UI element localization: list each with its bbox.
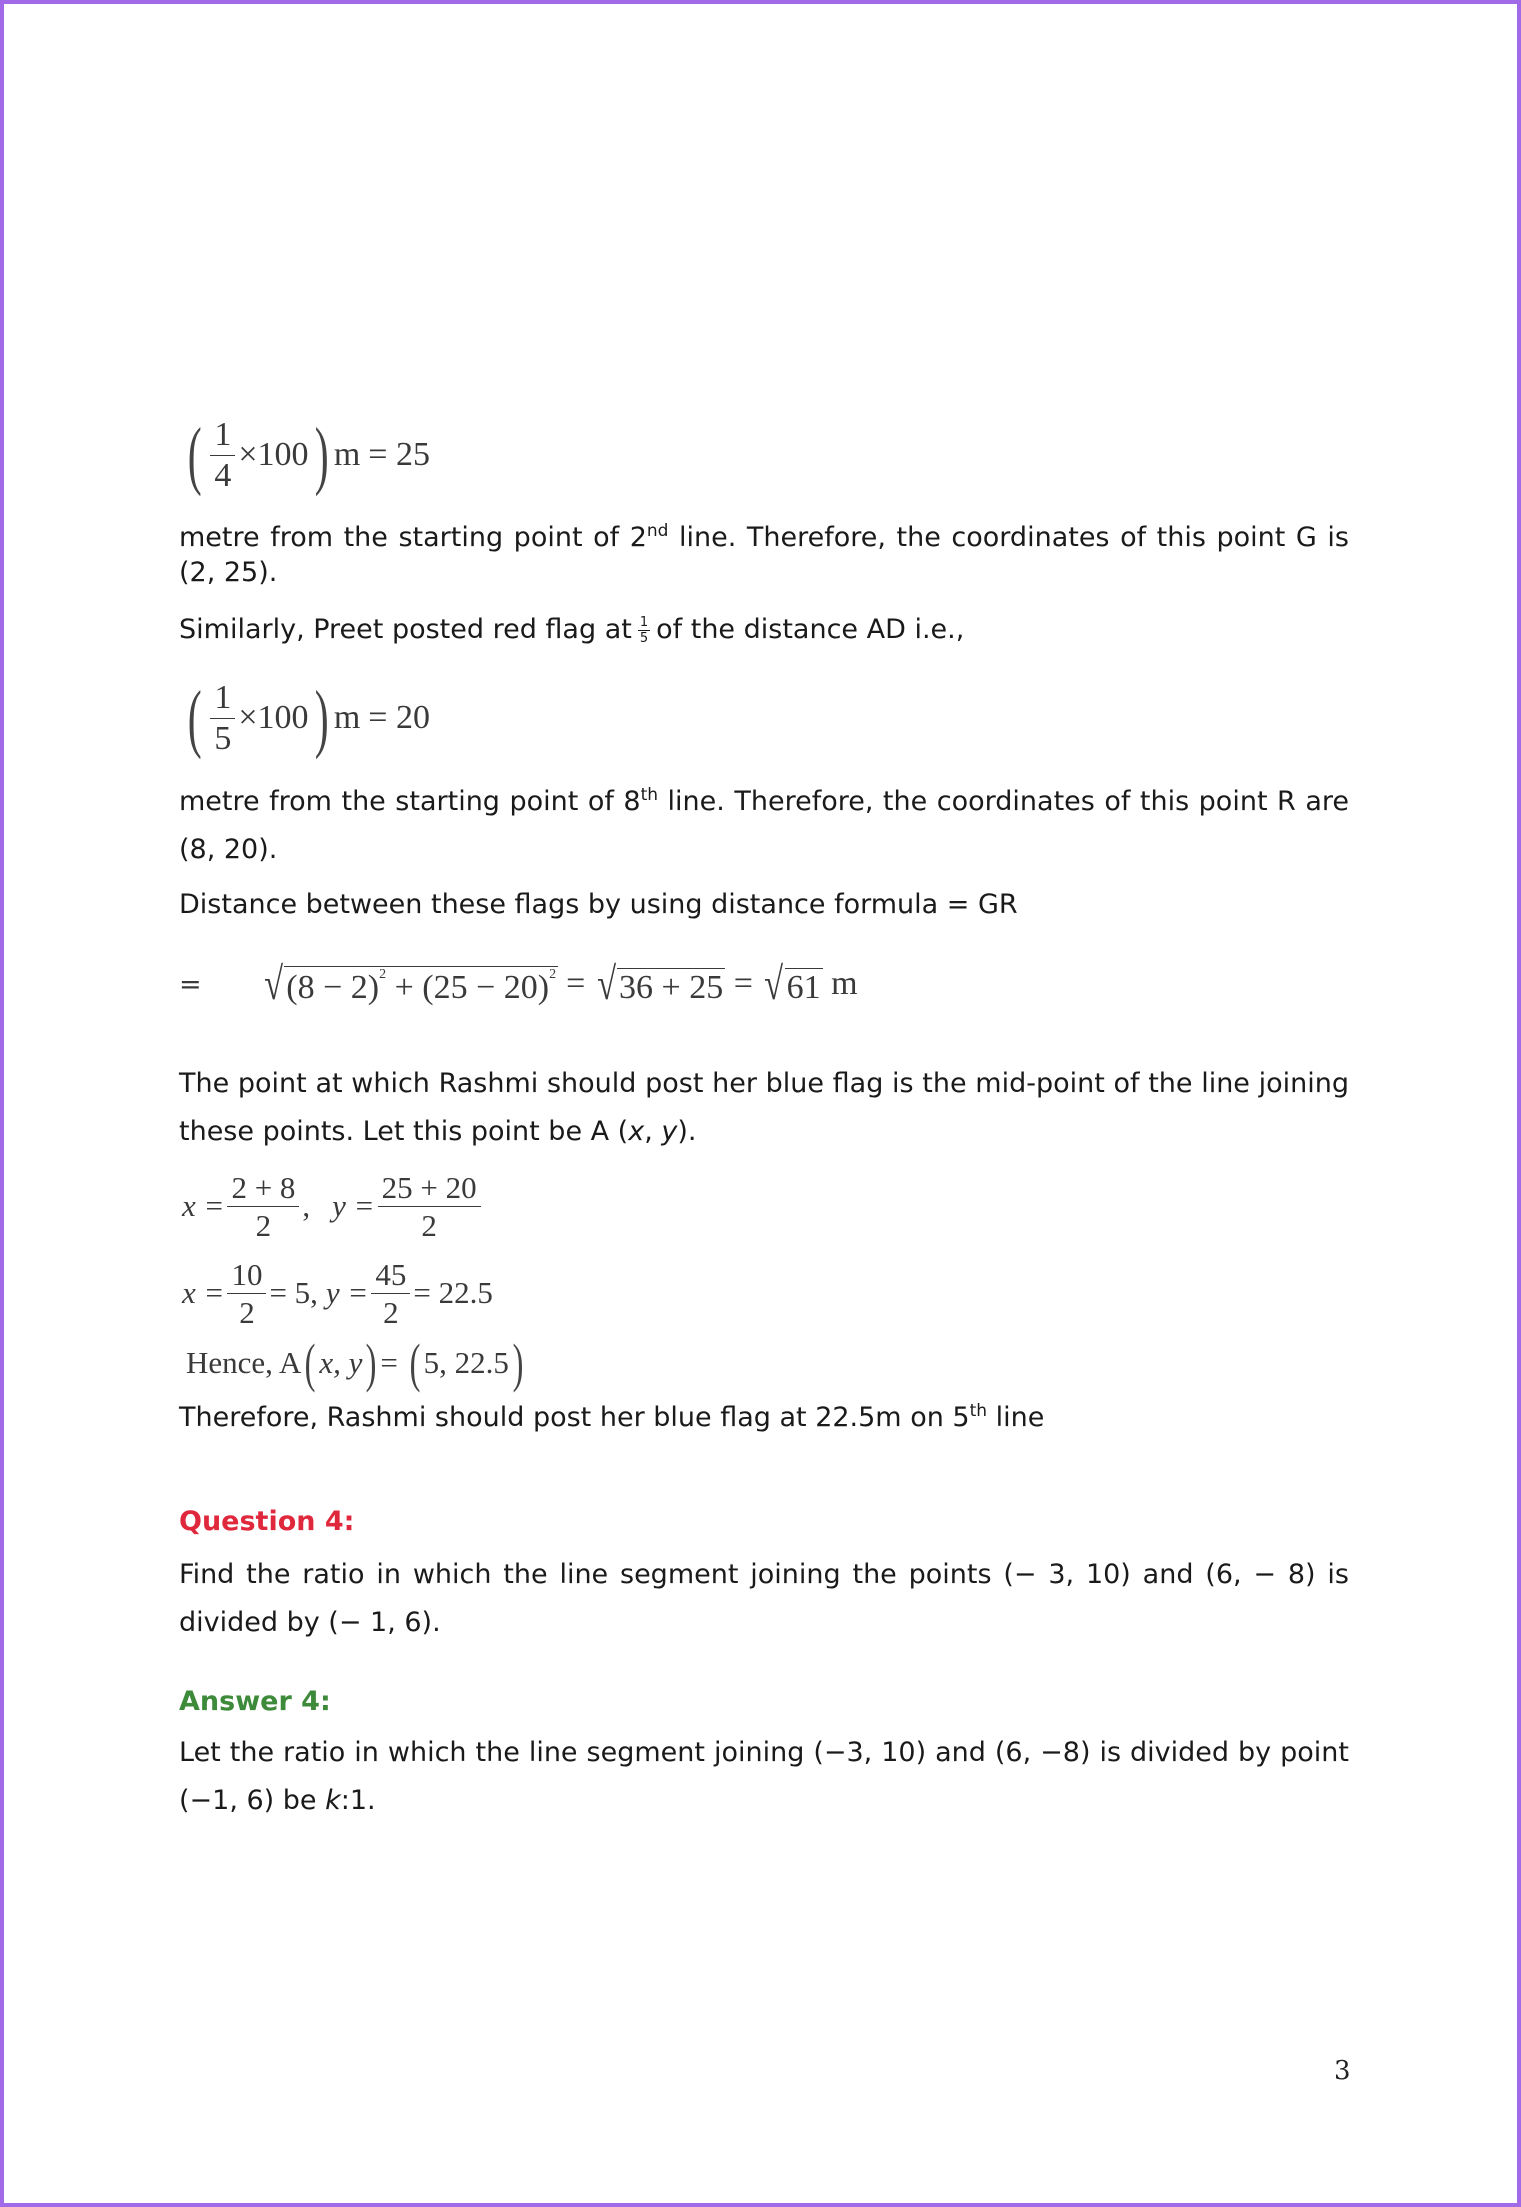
formula-distance	[179, 949, 858, 1019]
fraction-denominator: 2	[255, 1207, 272, 1243]
unit: m	[333, 699, 361, 736]
term: (8 − 2)	[286, 969, 380, 1006]
formula-quarter-distance	[182, 409, 430, 501]
paragraph-midpoint	[179, 1060, 1349, 1156]
fraction-denominator: 2	[239, 1294, 255, 1330]
value: 5, 22.5	[423, 1345, 509, 1380]
inline-fraction	[638, 616, 650, 645]
result: = 25	[368, 436, 430, 473]
y-label: y =	[325, 1275, 369, 1310]
paren-right: )	[314, 676, 329, 760]
text: Distance between these flags by using distance formula = GR	[179, 889, 1018, 920]
fraction-numerator: 1	[210, 681, 235, 719]
radicand	[284, 966, 558, 1007]
fraction	[210, 415, 235, 494]
radicand: 36 + 25	[619, 969, 724, 1006]
result: = 20	[368, 699, 430, 736]
radical-sign: √	[596, 958, 616, 1009]
formula-hence	[186, 1333, 527, 1393]
fraction-denominator: 5	[639, 631, 649, 646]
fraction-denominator: 5	[214, 719, 232, 757]
fraction-numerator: 45	[371, 1259, 410, 1294]
paragraph-point-g	[179, 520, 1349, 590]
text: metre from the starting point of 2	[179, 522, 647, 553]
variable-x: x	[628, 1116, 645, 1147]
page-number: 3	[1334, 2056, 1351, 2086]
fraction-denominator: 4	[214, 456, 232, 494]
formula-midpoint	[182, 1166, 484, 1246]
fraction	[227, 1169, 299, 1243]
fraction	[378, 1169, 481, 1243]
x-label: x =	[182, 1188, 225, 1223]
square-root	[261, 958, 558, 1009]
x-result: = 5,	[269, 1275, 318, 1310]
text: The point at which Rashmi should post her blue flag is the mid-point of the line joining these points. Let this point be A (	[179, 1068, 1349, 1147]
text: metre from the starting point of 8	[179, 786, 641, 817]
formula-fifth-distance	[182, 672, 430, 764]
paren-right: )	[365, 1333, 377, 1393]
paragraph-preet-flag	[179, 606, 1349, 654]
exponent: 2	[549, 967, 557, 982]
question-text: Find the ratio in which the line segment joining the points (− 3, 10) and (6, − 8) is divided by (− 1, 6).	[179, 1559, 1349, 1638]
fraction-numerator: 1	[210, 418, 235, 456]
unit: m	[333, 436, 361, 473]
square-root	[594, 958, 725, 1009]
fraction	[210, 678, 235, 757]
y-result: = 22.5	[413, 1275, 493, 1310]
paragraph-conclusion	[179, 1394, 1349, 1442]
radicand: 61	[786, 969, 821, 1006]
equals: =	[725, 965, 762, 1002]
term: + (25 − 20)	[394, 969, 550, 1006]
text: line	[987, 1402, 1045, 1433]
xy: x, y	[319, 1345, 363, 1380]
superscript: th	[969, 1401, 988, 1421]
equals: =	[380, 1345, 406, 1380]
formula-midpoint-values	[182, 1253, 493, 1333]
text: of the distance AD i.e.,	[656, 614, 965, 645]
equals: =	[566, 965, 594, 1002]
fraction-denominator: 2	[421, 1207, 437, 1243]
equals-sign: =	[179, 968, 202, 1000]
question-heading: Question 4:	[179, 1506, 355, 1537]
times-hundred: ×100	[238, 699, 309, 736]
text: line. Therefore, the coordinates of this point R are (8, 20).	[179, 786, 1349, 865]
x-label: x =	[182, 1275, 225, 1310]
paren-left: (	[304, 1333, 316, 1393]
y-label: y =	[332, 1188, 375, 1223]
paragraph-point-r	[179, 778, 1349, 874]
square-root	[761, 958, 822, 1009]
paren-left: (	[187, 413, 202, 497]
separator: ,	[302, 1188, 311, 1223]
fraction-numerator: 25 + 20	[378, 1172, 481, 1207]
superscript: nd	[646, 521, 669, 541]
superscript: th	[640, 785, 659, 805]
paragraph-distance-formula	[179, 881, 1349, 929]
fraction-denominator: 2	[383, 1294, 399, 1330]
fraction	[227, 1256, 266, 1330]
text: Therefore, Rashmi should post her blue flag at 22.5m on 5	[179, 1402, 970, 1433]
text: :1.	[340, 1785, 376, 1816]
fraction-numerator: 2 + 8	[227, 1172, 299, 1207]
fraction-numerator: 1	[639, 615, 649, 630]
text: ).	[677, 1116, 697, 1147]
hence-text: Hence, A	[186, 1345, 302, 1380]
text: Let the ratio in which the line segment joining (−3, 10) and (6, −8) is divided by point (−1, 6) be	[179, 1737, 1349, 1816]
text: Similarly, Preet posted red flag at	[179, 614, 632, 645]
paren-right: )	[512, 1333, 524, 1393]
radical-sign: √	[764, 958, 784, 1009]
variable-y: y	[661, 1116, 678, 1147]
unit: m	[822, 965, 858, 1002]
variable-k: k	[325, 1785, 341, 1816]
paren-left: (	[187, 676, 202, 760]
fraction	[371, 1256, 410, 1330]
answer-text	[179, 1729, 1349, 1825]
answer-heading: Answer 4:	[179, 1686, 331, 1717]
fraction-numerator: 10	[227, 1259, 266, 1294]
paren-left: (	[409, 1333, 420, 1393]
text: line. Therefore, the coordinates of this point G is (2, 25).	[179, 522, 1349, 588]
times-hundred: ×100	[238, 436, 309, 473]
text: ,	[644, 1116, 662, 1147]
paren-right: )	[314, 413, 329, 497]
radical-sign: √	[264, 958, 284, 1009]
exponent: 2	[379, 967, 387, 982]
